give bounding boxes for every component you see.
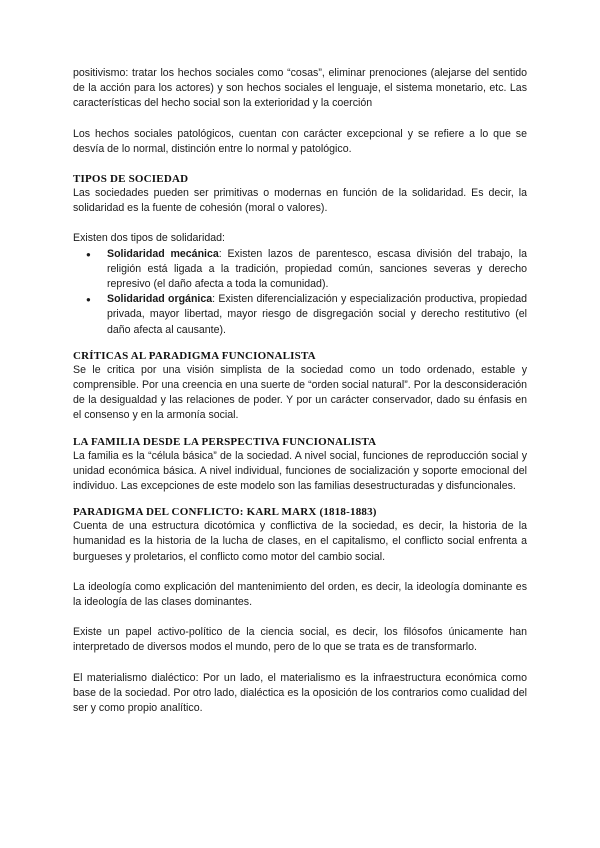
list-item	[107, 292, 527, 338]
section-heading-conflicto: PARADIGMA DEL CONFLICTO: KARL MARX (1818-1883)	[73, 506, 377, 519]
solidarity-list	[73, 247, 527, 338]
section-heading-tipos: TIPOS DE SOCIEDAD	[73, 173, 189, 186]
paragraph: Se le critica por una visión simplista de la sociedad como un todo ordenado, estable y comprensible. Por una creencia en una suerte de “orden social natural”. Por la desconsideración de la desigualdad y las relaciones de poder. Y por un carácter conservador, dado su énfasis en el consenso y en la armonía social.	[73, 363, 527, 422]
list-item-text: : Existen diferencialización y especialización productiva, propiedad privada, mayor libertad, mayor riesgo de disgregación social y derecho restitutivo (el daño afecta al causante).	[107, 293, 527, 336]
paragraph: Las sociedades pueden ser primitivas o modernas en función de la solidaridad. Es decir, la solidaridad es la fuente de cohesión (moral o valores).	[73, 187, 527, 215]
section-heading-criticas: CRÍTICAS AL PARADIGMA FUNCIONALISTA	[73, 349, 316, 362]
list-item-term: Solidaridad mecánica	[107, 247, 219, 260]
list-item-text: : Existen lazos de parentesco, escasa división del trabajo, la religión está ligada a la tradición, propiedad común, sanciones severas y derecho represivo (el daño afecta a toda la comunidad).	[107, 247, 527, 291]
paragraph: Los hechos sociales patológicos, cuentan con carácter excepcional y se refiere a lo que se desvía de lo normal, distinción entre lo normal y patológico.	[73, 127, 527, 155]
list-item-term: Solidaridad orgánica	[107, 293, 213, 306]
paragraph: Existe un papel activo-político de la ciencia social, es decir, los filósofos únicamente han interpretado de diversos modos el mundo, pero de lo que se trata es de transformarlo.	[73, 626, 527, 654]
paragraph: La familia es la “célula básica” de la sociedad. A nivel social, funciones de reproducción social y unidad económica básica. A nivel individual, funciones de socialización y soporte emocional del individuo. Las excepciones de este modelo son las familias desestructuradas y disfuncionales.	[73, 449, 527, 493]
paragraph: La ideología como explicación del mantenimiento del orden, es decir, la ideología dominante es la ideología de las clases dominantes.	[73, 580, 527, 609]
paragraph: Cuenta de una estructura dicotómica y conflictiva de la sociedad, es decir, la historia de la humanidad es la historia de la lucha de clases, en el capitalismo, el conflicto social enfrenta a burgueses y proletarios, el conflicto como motor del cambio social.	[73, 520, 527, 563]
section-heading-familia: LA FAMILIA DESDE LA PERSPECTIVA FUNCIONALISTA	[73, 435, 377, 448]
list-item	[107, 247, 527, 293]
document-page	[73, 66, 527, 716]
paragraph: positivismo: tratar los hechos sociales como “cosas”, eliminar prenociones (alejarse del sentido de la acción para los actores) y son hechos sociales el lenguaje, el sistema monetario, etc. Las características del hecho social son la exterioridad y la coerción	[73, 67, 527, 110]
paragraph: Existen dos tipos de solidaridad:	[73, 232, 225, 245]
paragraph: El materialismo dialéctico: Por un lado, el materialismo es la infraestructura económica como base de la sociedad. Por otro lado, dialéctica es la oposición de los contrarios como cualidad del ser y como propio analítico.	[73, 671, 527, 715]
